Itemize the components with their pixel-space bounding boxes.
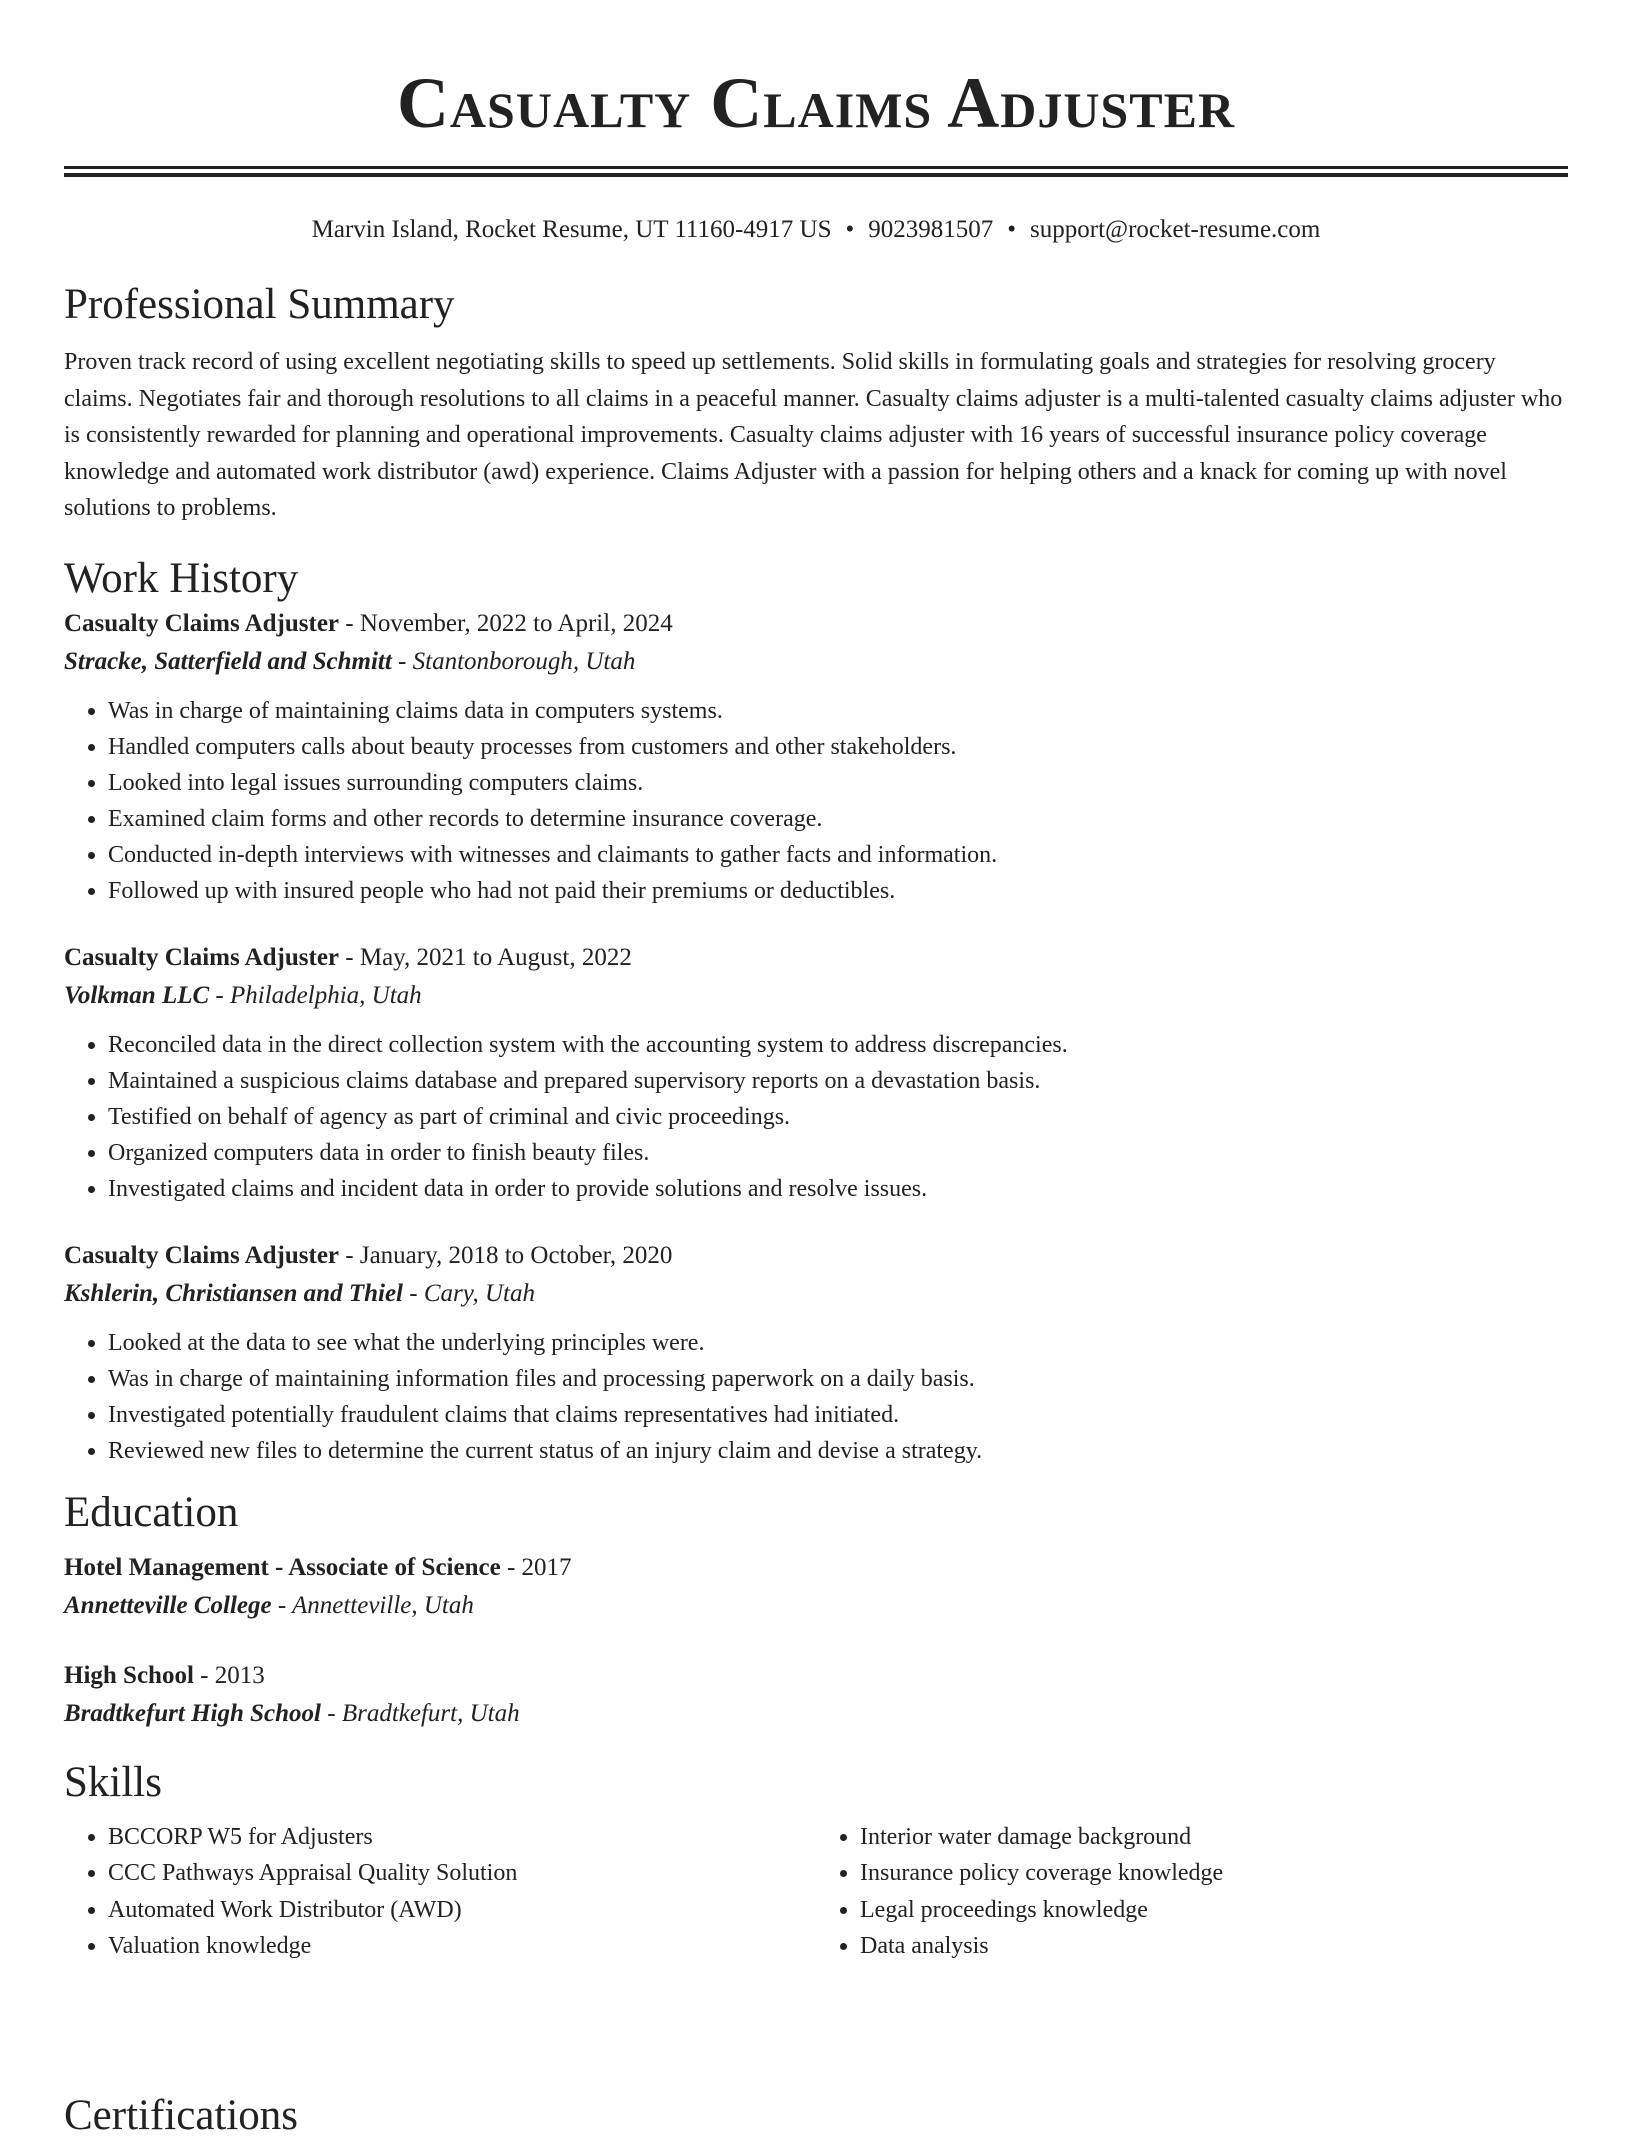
list-item: • BCCORP W5 for Adjusters <box>108 1819 816 1856</box>
resume-name: Casualty Claims Adjuster <box>396 63 1236 143</box>
list-item: • Investigated claims and incident data in order to provide solutions and resolve issues. <box>108 1171 1568 1207</box>
education-degree: High School <box>64 1661 194 1689</box>
list-item: • Maintained a suspicious claims database and prepared supervisory reports on a devastation basis. <box>108 1063 1568 1099</box>
education-school: Bradtkefurt High School <box>64 1699 321 1727</box>
job-role: Casualty Claims Adjuster <box>64 943 340 971</box>
job-entry <box>64 1237 1568 1469</box>
job-location: - Stantonborough, Utah <box>391 647 636 675</box>
skills-heading: Skills <box>64 1758 162 1806</box>
job-entry <box>64 939 1568 1207</box>
job-header <box>64 1237 1568 1275</box>
education-heading: Education <box>64 1488 239 1536</box>
job-entry <box>64 605 1568 909</box>
job-company: Stracke, Satterfield and Schmitt <box>64 647 392 675</box>
list-item: • Examined claim forms and other records to determine insurance coverage. <box>108 801 1568 837</box>
list-item: • Looked into legal issues surrounding computers claims. <box>108 765 1568 801</box>
job-company: Volkman LLC <box>64 981 210 1009</box>
education-location: - Annetteville, Utah <box>271 1591 474 1619</box>
job-location: - Philadelphia, Utah <box>209 981 422 1009</box>
job-dates: - January, 2018 to October, 2020 <box>339 1241 673 1269</box>
job-duties <box>64 693 1568 909</box>
contact-separator: • <box>1007 216 1017 243</box>
list-item: • Reconciled data in the direct collection system with the accounting system to address discrepancies. <box>108 1027 1568 1063</box>
job-dates: - November, 2022 to April, 2024 <box>339 609 673 637</box>
education-entry <box>64 1549 1568 1625</box>
contact-line <box>64 213 1568 247</box>
job-dates: - May, 2021 to August, 2022 <box>339 943 632 971</box>
list-item: • Conducted in-depth interviews with witnesses and claimants to gather facts and information. <box>108 837 1568 873</box>
summary-heading: Professional Summary <box>64 281 455 328</box>
education-school-line <box>64 1695 1568 1733</box>
education-header <box>64 1657 1568 1695</box>
job-duties <box>64 1325 1568 1469</box>
education-year: - 2017 <box>500 1553 572 1581</box>
list-item: • Handled computers calls about beauty processes from customers and other stakeholders. <box>108 729 1568 765</box>
certifications-heading: Certifications <box>64 2092 299 2139</box>
job-employer <box>64 643 1568 681</box>
skills-list <box>64 1819 1568 1965</box>
list-item: • Looked at the data to see what the underlying principles were. <box>108 1325 1568 1361</box>
list-item: • Followed up with insured people who had not paid their premiums or deductibles. <box>108 873 1568 909</box>
skills-column-right <box>816 1819 1568 1965</box>
job-employer <box>64 1275 1568 1313</box>
job-employer <box>64 977 1568 1015</box>
list-item: • Organized computers data in order to finish beauty files. <box>108 1135 1568 1171</box>
list-item: • Valuation knowledge <box>108 1928 816 1965</box>
job-role: Casualty Claims Adjuster <box>64 1241 340 1269</box>
education-header <box>64 1549 1568 1587</box>
header-divider <box>64 166 1568 177</box>
contact-phone: 9023981507 <box>868 216 994 243</box>
education-school: Annetteville College <box>64 1591 272 1619</box>
list-item: • Reviewed new files to determine the current status of an injury claim and devise a strategy. <box>108 1433 1568 1469</box>
list-item: • Insurance policy coverage knowledge <box>860 1855 1568 1892</box>
job-role: Casualty Claims Adjuster <box>64 609 340 637</box>
list-item: • Testified on behalf of agency as part of criminal and civic proceedings. <box>108 1099 1568 1135</box>
job-header <box>64 939 1568 977</box>
list-item: • Legal proceedings knowledge <box>860 1892 1568 1929</box>
list-item: • Was in charge of maintaining claims data in computers systems. <box>108 693 1568 729</box>
list-item: • Investigated potentially fraudulent claims that claims representatives had initiated. <box>108 1397 1568 1433</box>
education-year: - 2013 <box>193 1661 265 1689</box>
work-history-heading: Work History <box>64 554 299 602</box>
list-item: • Automated Work Distributor (AWD) <box>108 1892 816 1929</box>
job-location: - Cary, Utah <box>403 1279 535 1307</box>
contact-address: Marvin Island, Rocket Resume, UT 11160-4917 US <box>311 216 832 243</box>
list-item: • Interior water damage background <box>860 1819 1568 1856</box>
education-location: - Bradtkefurt, Utah <box>321 1699 520 1727</box>
list-item: • CCC Pathways Appraisal Quality Solution <box>108 1855 816 1892</box>
job-company: Kshlerin, Christiansen and Thiel <box>64 1279 404 1307</box>
education-school-line <box>64 1587 1568 1625</box>
list-item: • Data analysis <box>860 1928 1568 1965</box>
job-duties <box>64 1027 1568 1207</box>
education-degree: Hotel Management - Associate of Science <box>64 1553 501 1581</box>
summary-text: Proven track record of using excellent negotiating skills to speed up settlements. Solid skills in formulating goals and strategies for resolving grocery claims. Negotiates fair and thorough resolutions to all claims in a peaceful manner. Casualty claims adjuster is a multi-talented casualty claims adjuster who is consistently rewarded for planning and operational improvements. Casualty claims adjuster with 16 years of successful insurance policy coverage knowledge and automated work distributor (awd) experience. Claims Adjuster with a passion for helping others and a knack for coming up with novel solutions to problems. <box>64 349 1563 521</box>
education-entry <box>64 1657 1568 1733</box>
contact-separator: • <box>845 216 855 243</box>
skills-column-left <box>64 1819 816 1965</box>
job-header <box>64 605 1568 643</box>
list-item: • Was in charge of maintaining information files and processing paperwork on a daily basis. <box>108 1361 1568 1397</box>
contact-email: support@rocket-resume.com <box>1030 216 1321 243</box>
